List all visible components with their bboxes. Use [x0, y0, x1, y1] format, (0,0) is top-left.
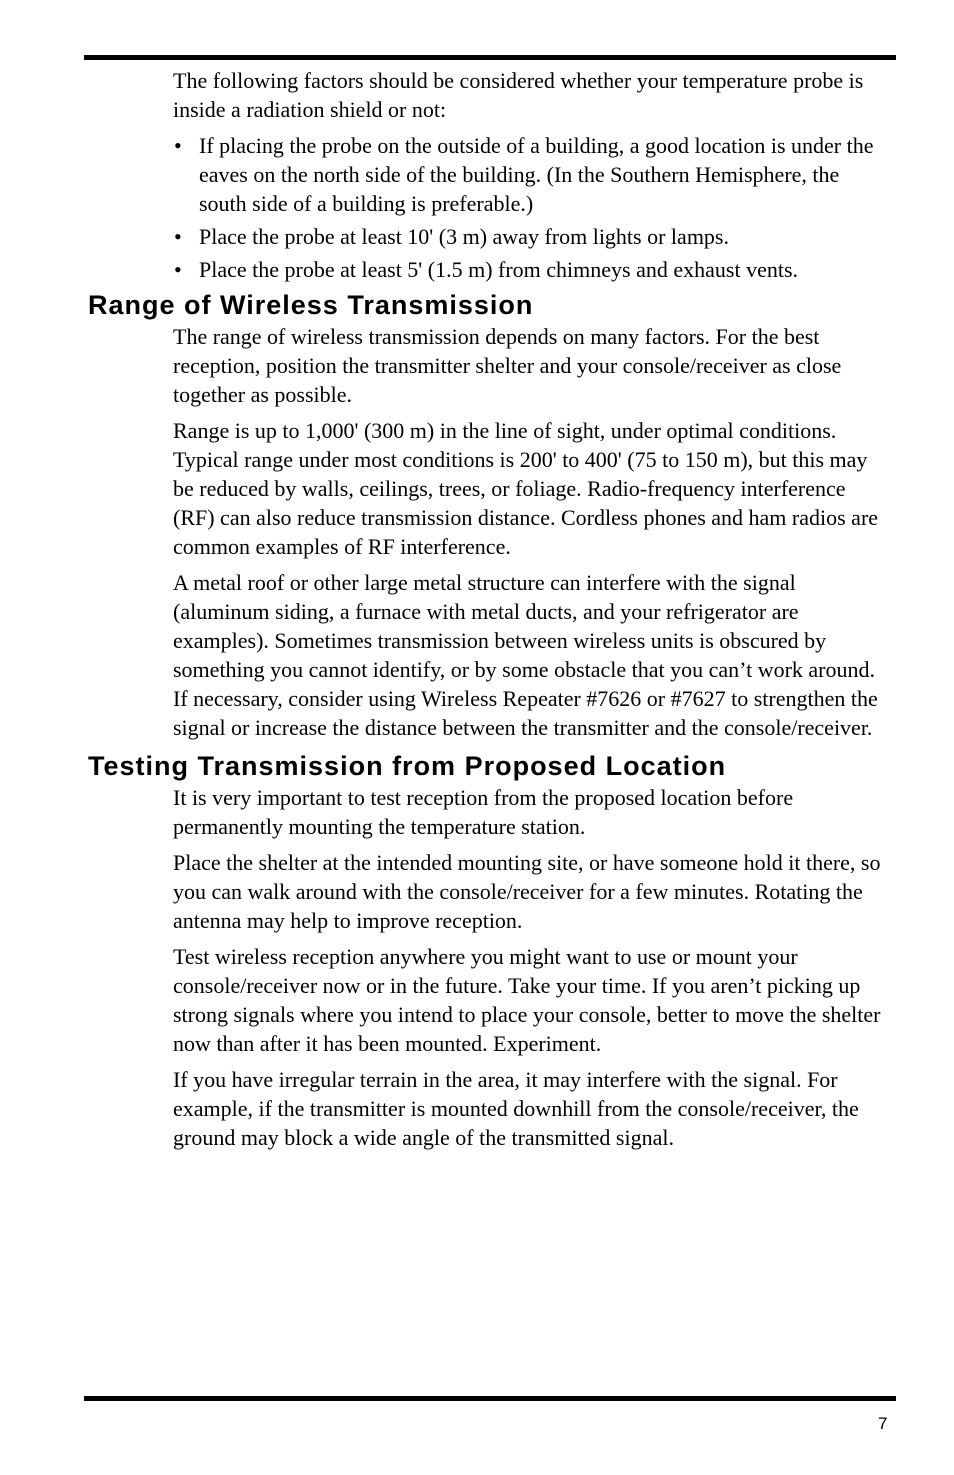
intro-block: [173, 66, 889, 284]
page-number: 7: [878, 1414, 888, 1433]
bullet-icon: •: [174, 133, 182, 158]
range-paragraph: A metal roof or other large metal structure can interfere with the signal (aluminum siding, a furnace with metal ducts, and your refrigerator are examples). Sometimes transmission between wireless units is obscured by something you cannot identify, or by some obstacle that you can’t work around. If necessary, consider using Wireless Repeater #7626 or #7627 to strengthen the signal or increase the distance between the transmitter and the console/receiver.: [173, 570, 878, 740]
range-paragraph: Range is up to 1,000' (300 m) in the line of sight, under optimal conditions. Typical range under most conditions is 200' to 400' (75 to 150 m), but this may be reduced by walls, ceilings, trees, or foliage. Radio-frequency interference (RF) can also reduce transmission distance. Cordless phones and ham radios are common examples of RF interference.: [173, 418, 879, 559]
range-block: [173, 322, 889, 742]
list-item: [173, 255, 889, 284]
top-rule: [84, 55, 896, 60]
page-content: [0, 66, 954, 1159]
bottom-rule: [84, 1396, 896, 1401]
intro-paragraph: The following factors should be considered whether your temperature probe is inside a radiation shield or not:: [173, 68, 864, 122]
testing-paragraph: If you have irregular terrain in the area, it may interfere with the signal. For example, if the transmitter is mounted downhill from the console/receiver, the ground may block a wide angle of the transmitted signal.: [173, 1067, 859, 1150]
factor-list: [173, 131, 889, 284]
range-heading: Range of Wireless Transmission: [88, 290, 534, 320]
testing-heading: Testing Transmission from Proposed Location: [88, 751, 727, 781]
bullet-icon: •: [174, 224, 182, 249]
testing-paragraph: Place the shelter at the intended mounting site, or have someone hold it there, so you can walk around with the console/receiver for a few minutes. Rotating the antenna may help to improve reception.: [173, 850, 881, 933]
bullet-icon: •: [174, 257, 182, 282]
testing-block: [173, 783, 889, 1152]
list-item: [173, 222, 889, 251]
range-paragraph: The range of wireless transmission depends on many factors. For the best reception, position the transmitter shelter and your console/receiver as close together as possible.: [173, 324, 842, 407]
list-item-text: Place the probe at least 5' (1.5 m) from chimneys and exhaust vents.: [199, 257, 799, 282]
list-item-text: If placing the probe on the outside of a building, a good location is under the eaves on the north side of the building. (In the Southern Hemisphere, the south side of a building is preferable.): [199, 133, 874, 216]
testing-paragraph: It is very important to test reception from the proposed location before permanently mounting the temperature station.: [173, 785, 794, 839]
testing-paragraph: Test wireless reception anywhere you might want to use or mount your console/receiver now or in the future. Take your time. If you aren’t picking up strong signals where you intend to place your console, better to move the shelter now than after it has been mounted. Experiment.: [173, 944, 881, 1056]
list-item-text: Place the probe at least 10' (3 m) away from lights or lamps.: [199, 224, 729, 249]
list-item: [173, 131, 889, 218]
